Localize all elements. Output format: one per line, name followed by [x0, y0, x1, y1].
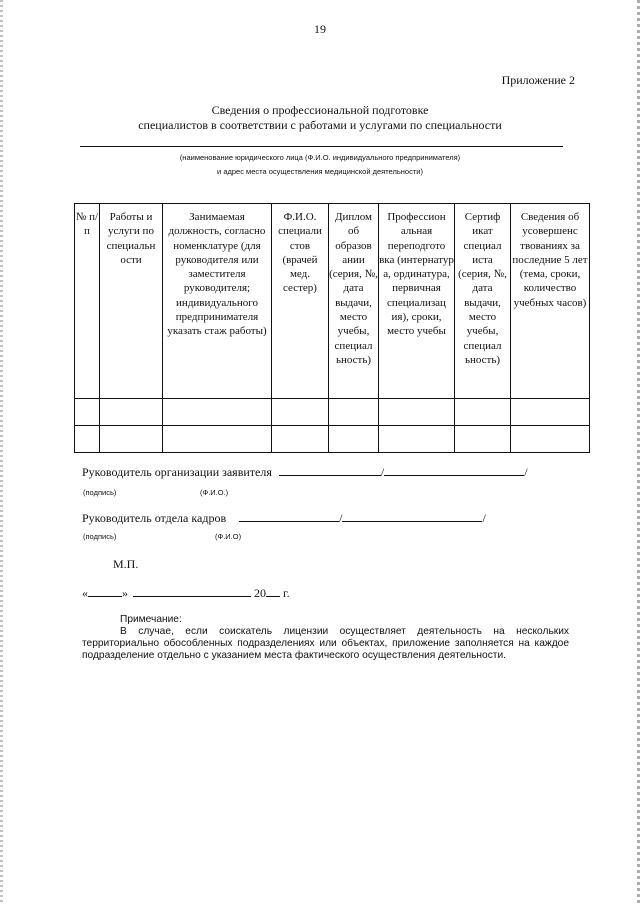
year-field[interactable] — [266, 586, 280, 597]
slash: / — [380, 465, 385, 479]
specialists-table — [74, 203, 590, 453]
month-field[interactable] — [133, 586, 251, 597]
slash: / — [482, 511, 486, 525]
table-cell[interactable] — [329, 399, 379, 426]
head-org-signature-field[interactable] — [279, 465, 381, 476]
day-field[interactable] — [88, 586, 122, 597]
appendix-label: Приложение 2 — [501, 73, 575, 87]
header-diploma: Диплом об образов ании (серия, №, дата выдачи, место учебы, специал ьность) — [329, 204, 379, 399]
table-cell[interactable] — [75, 399, 100, 426]
head-hr-name-field[interactable] — [342, 511, 482, 522]
note-heading: Примечание: — [120, 614, 182, 625]
header-position: Занимаемая должность, согласно номенклатуре (для руководителя или заместителя руководителя; индивидуального предпринимателя указать стаж работы) — [163, 204, 272, 399]
title-line-1: Сведения о профессиональной подготовке — [211, 103, 429, 117]
slash: / — [524, 465, 528, 479]
header-full-name: Ф.И.О. специали стов (врачей мед. сестер) — [272, 204, 329, 399]
table-cell[interactable] — [75, 426, 100, 453]
table-cell[interactable] — [100, 426, 163, 453]
header-number: № п/п — [75, 204, 100, 399]
table-row — [75, 399, 590, 426]
table-cell[interactable] — [272, 399, 329, 426]
signature-hint: (подпись) — [83, 532, 117, 541]
year-suffix: г. — [283, 586, 290, 600]
table-header-row — [75, 204, 590, 399]
table-row — [75, 426, 590, 453]
open-quote: « — [82, 586, 88, 600]
year-prefix: 20 — [254, 586, 266, 600]
document-title — [0, 103, 640, 133]
table-cell[interactable] — [329, 426, 379, 453]
table-cell[interactable] — [100, 399, 163, 426]
org-name-line — [80, 146, 563, 147]
table-cell[interactable] — [511, 426, 590, 453]
table-cell[interactable] — [455, 426, 511, 453]
head-org-label: Руководитель организации заявителя — [82, 465, 272, 479]
table-cell[interactable] — [272, 426, 329, 453]
head-hr-label: Руководитель отдела кадров — [82, 511, 227, 525]
head-org-signature-row — [82, 465, 528, 480]
table-cell[interactable] — [511, 399, 590, 426]
org-name-hint: (наименование юридического лица (Ф.И.О. индивидуального предпринимателя) — [179, 153, 461, 162]
address-hint: и адрес места осуществления медицинской деятельности) — [217, 167, 423, 176]
header-retraining: Профессион альная переподгото вка (интернатур а, ординатура, первичная специализац ия), сроки, место учебы — [379, 204, 455, 399]
scan-edge-left — [0, 0, 3, 905]
name-hint: (Ф.И.О.) — [200, 488, 229, 497]
table-cell[interactable] — [379, 426, 455, 453]
header-advanced-training: Сведения об усовершенс твованиях за последние 5 лет (тема, сроки, количество учебных часов) — [511, 204, 590, 399]
header-certificate: Сертиф икат специал иста (серия, №, дата выдачи, место учебы, специал ьность) — [455, 204, 511, 399]
note-text: В случае, если соискатель лицензии осуществляет деятельность на нескольких территориально обособленных подразделениях или объектах, приложение заполняется на каждое подразделение отдельно с указанием места фактического осуществления деятельности. — [82, 626, 569, 661]
table-cell[interactable] — [163, 399, 272, 426]
signature-hint: (подпись) — [83, 488, 117, 497]
close-quote: » — [122, 586, 128, 600]
stamp-placeholder: М.П. — [113, 557, 139, 571]
head-hr-signature-field[interactable] — [239, 511, 339, 522]
slash: / — [339, 511, 343, 525]
title-line-2: специалистов в соответствии с работами и услугами по специальности — [138, 118, 502, 132]
head-org-name-field[interactable] — [384, 465, 524, 476]
table-cell[interactable] — [163, 426, 272, 453]
date-line — [82, 586, 290, 601]
header-services: Работы и услуги по специальн ости — [100, 204, 163, 399]
table-cell[interactable] — [455, 399, 511, 426]
name-hint: (Ф.И.О) — [215, 532, 242, 541]
page-number: 19 — [314, 22, 326, 36]
table-cell[interactable] — [379, 399, 455, 426]
head-hr-signature-row — [82, 511, 486, 526]
